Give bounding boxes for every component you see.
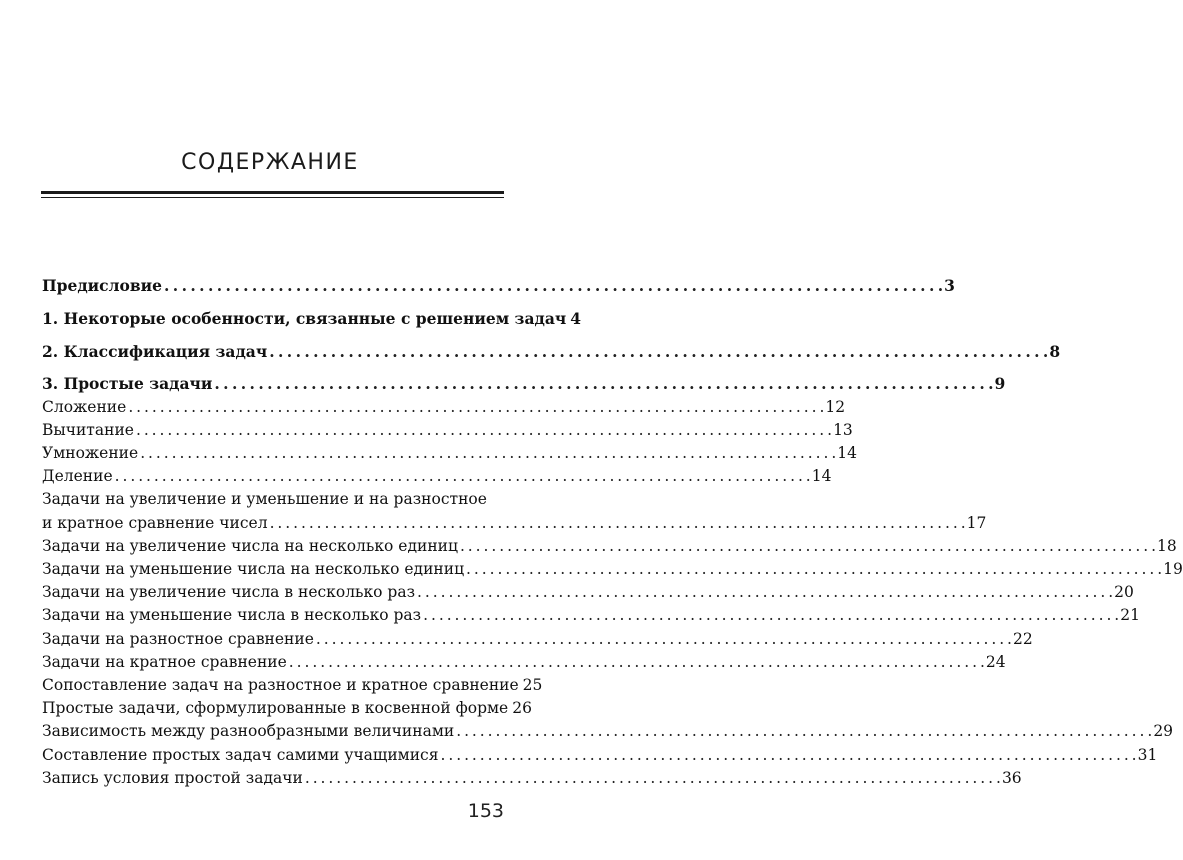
toc-entry-label: Задачи на увеличение числа в несколько раз [42,583,416,602]
toc-entry-page: 26 [512,699,532,718]
toc-entry[interactable] [42,581,1134,604]
toc-entry[interactable] [42,535,1177,558]
toc-entry-page: 8 [1049,341,1061,361]
leader-dots [417,581,1112,604]
toc-entry-label: Умножение [42,444,139,462]
leader-dots [269,340,1047,363]
toc-entry[interactable] [42,720,1174,743]
toc-entry-label: Задачи на кратное сравнение [42,652,287,671]
toc-entry[interactable] [42,744,1158,767]
toc-entry-page: 19 [1163,560,1183,579]
leader-dots [316,628,1011,651]
toc-entry-continued[interactable] [42,488,504,511]
toc-entry-label: Сложение [42,397,127,416]
leader-dots [136,419,831,442]
leader-dots [456,720,1151,743]
leader-dots [115,465,810,488]
toc-entry[interactable] [42,442,858,465]
toc-entry[interactable] [42,628,1033,651]
leader-dots [441,744,1136,767]
leader-dots [423,604,1118,627]
toc-entry-page: 25 [522,676,543,695]
toc-entry-page: 31 [1137,745,1158,764]
toc-entry-label: Задачи на разностное сравнение [42,629,314,648]
toc-entry[interactable] [42,512,987,535]
toc-entry-page: 36 [1001,768,1022,787]
toc-entry-label: 2. Классификация задач [42,341,268,361]
page-number: 153 [467,800,504,822]
toc-entry-label: Сопоставление задач на разностное и кратное сравнение [42,676,519,695]
toc-entry-label: Задачи на увеличение и уменьшение и на разностное [42,490,487,509]
toc-entry-preface[interactable] [42,274,955,297]
toc-entry-page: 4 [570,308,582,328]
toc-entry-label: Запись условия простой задачи [42,768,303,787]
leader-dots [289,651,984,674]
toc-entry-page: 14 [837,444,858,462]
toc-entry-page: 3 [944,276,955,295]
leader-dots [460,535,1155,558]
toc-entry[interactable] [42,767,1022,790]
toc-entry-page: 22 [1013,629,1033,648]
toc-entry-page: 20 [1114,583,1134,602]
toc-entry[interactable] [42,604,1140,627]
title-divider [41,191,504,198]
toc-entry-label: Составление простых задач самими учащимися [42,745,439,764]
toc-entry-page: 29 [1153,722,1174,741]
toc-entry-label: Простые задачи, сформулированные в косвенной форме [42,699,509,718]
toc-entry[interactable] [42,396,846,419]
toc-entry-label: Задачи на увеличение числа на несколько единиц [42,536,458,555]
toc-entry[interactable] [42,651,1006,674]
leader-dots [270,512,965,535]
toc-entry-chapter-2[interactable] [42,340,1061,363]
toc-entry-label: Задачи на уменьшение числа на несколько единиц [42,560,465,579]
toc-entry-label: 3. Простые задачи [42,374,213,394]
table-of-contents [42,274,1183,790]
toc-entry-label: Предисловие [42,276,162,295]
toc-entry-page: 9 [994,374,1006,394]
toc-entry-page: 17 [966,513,987,532]
toc-entry-page: 24 [985,652,1006,671]
leader-dots [466,558,1161,581]
leader-dots [305,767,1000,790]
toc-entry-page: 13 [833,420,853,439]
page-title: СОДЕРЖАНИЕ [181,150,359,175]
toc-entry-label: Зависимость между разнообразными величинами [42,722,455,741]
toc-entry-chapter-1[interactable] [42,307,582,330]
toc-entry[interactable] [42,465,832,488]
toc-entry-page: 12 [825,397,846,416]
toc-entry-label: Задачи на уменьшение числа в несколько раз [42,606,422,625]
leader-dots [128,396,823,419]
toc-entry-label: 1. Некоторые особенности, связанные с решением задач [42,308,567,328]
toc-entry-chapter-3[interactable] [42,372,1006,395]
toc-entry[interactable] [42,674,543,697]
toc-entry[interactable] [42,558,1183,581]
leader-dots [164,274,942,297]
toc-entry-page: 21 [1120,606,1140,625]
toc-entry-label: Вычитание [42,420,134,439]
leader-dots [140,442,835,465]
toc-entry-page: 14 [811,467,832,486]
toc-entry[interactable] [42,419,853,442]
toc-entry-label: и кратное сравнение чисел [42,513,268,532]
toc-entry-label: Деление [42,467,113,486]
toc-entry[interactable] [42,697,532,720]
toc-entry-page: 18 [1157,536,1177,555]
leader-dots [214,372,992,395]
